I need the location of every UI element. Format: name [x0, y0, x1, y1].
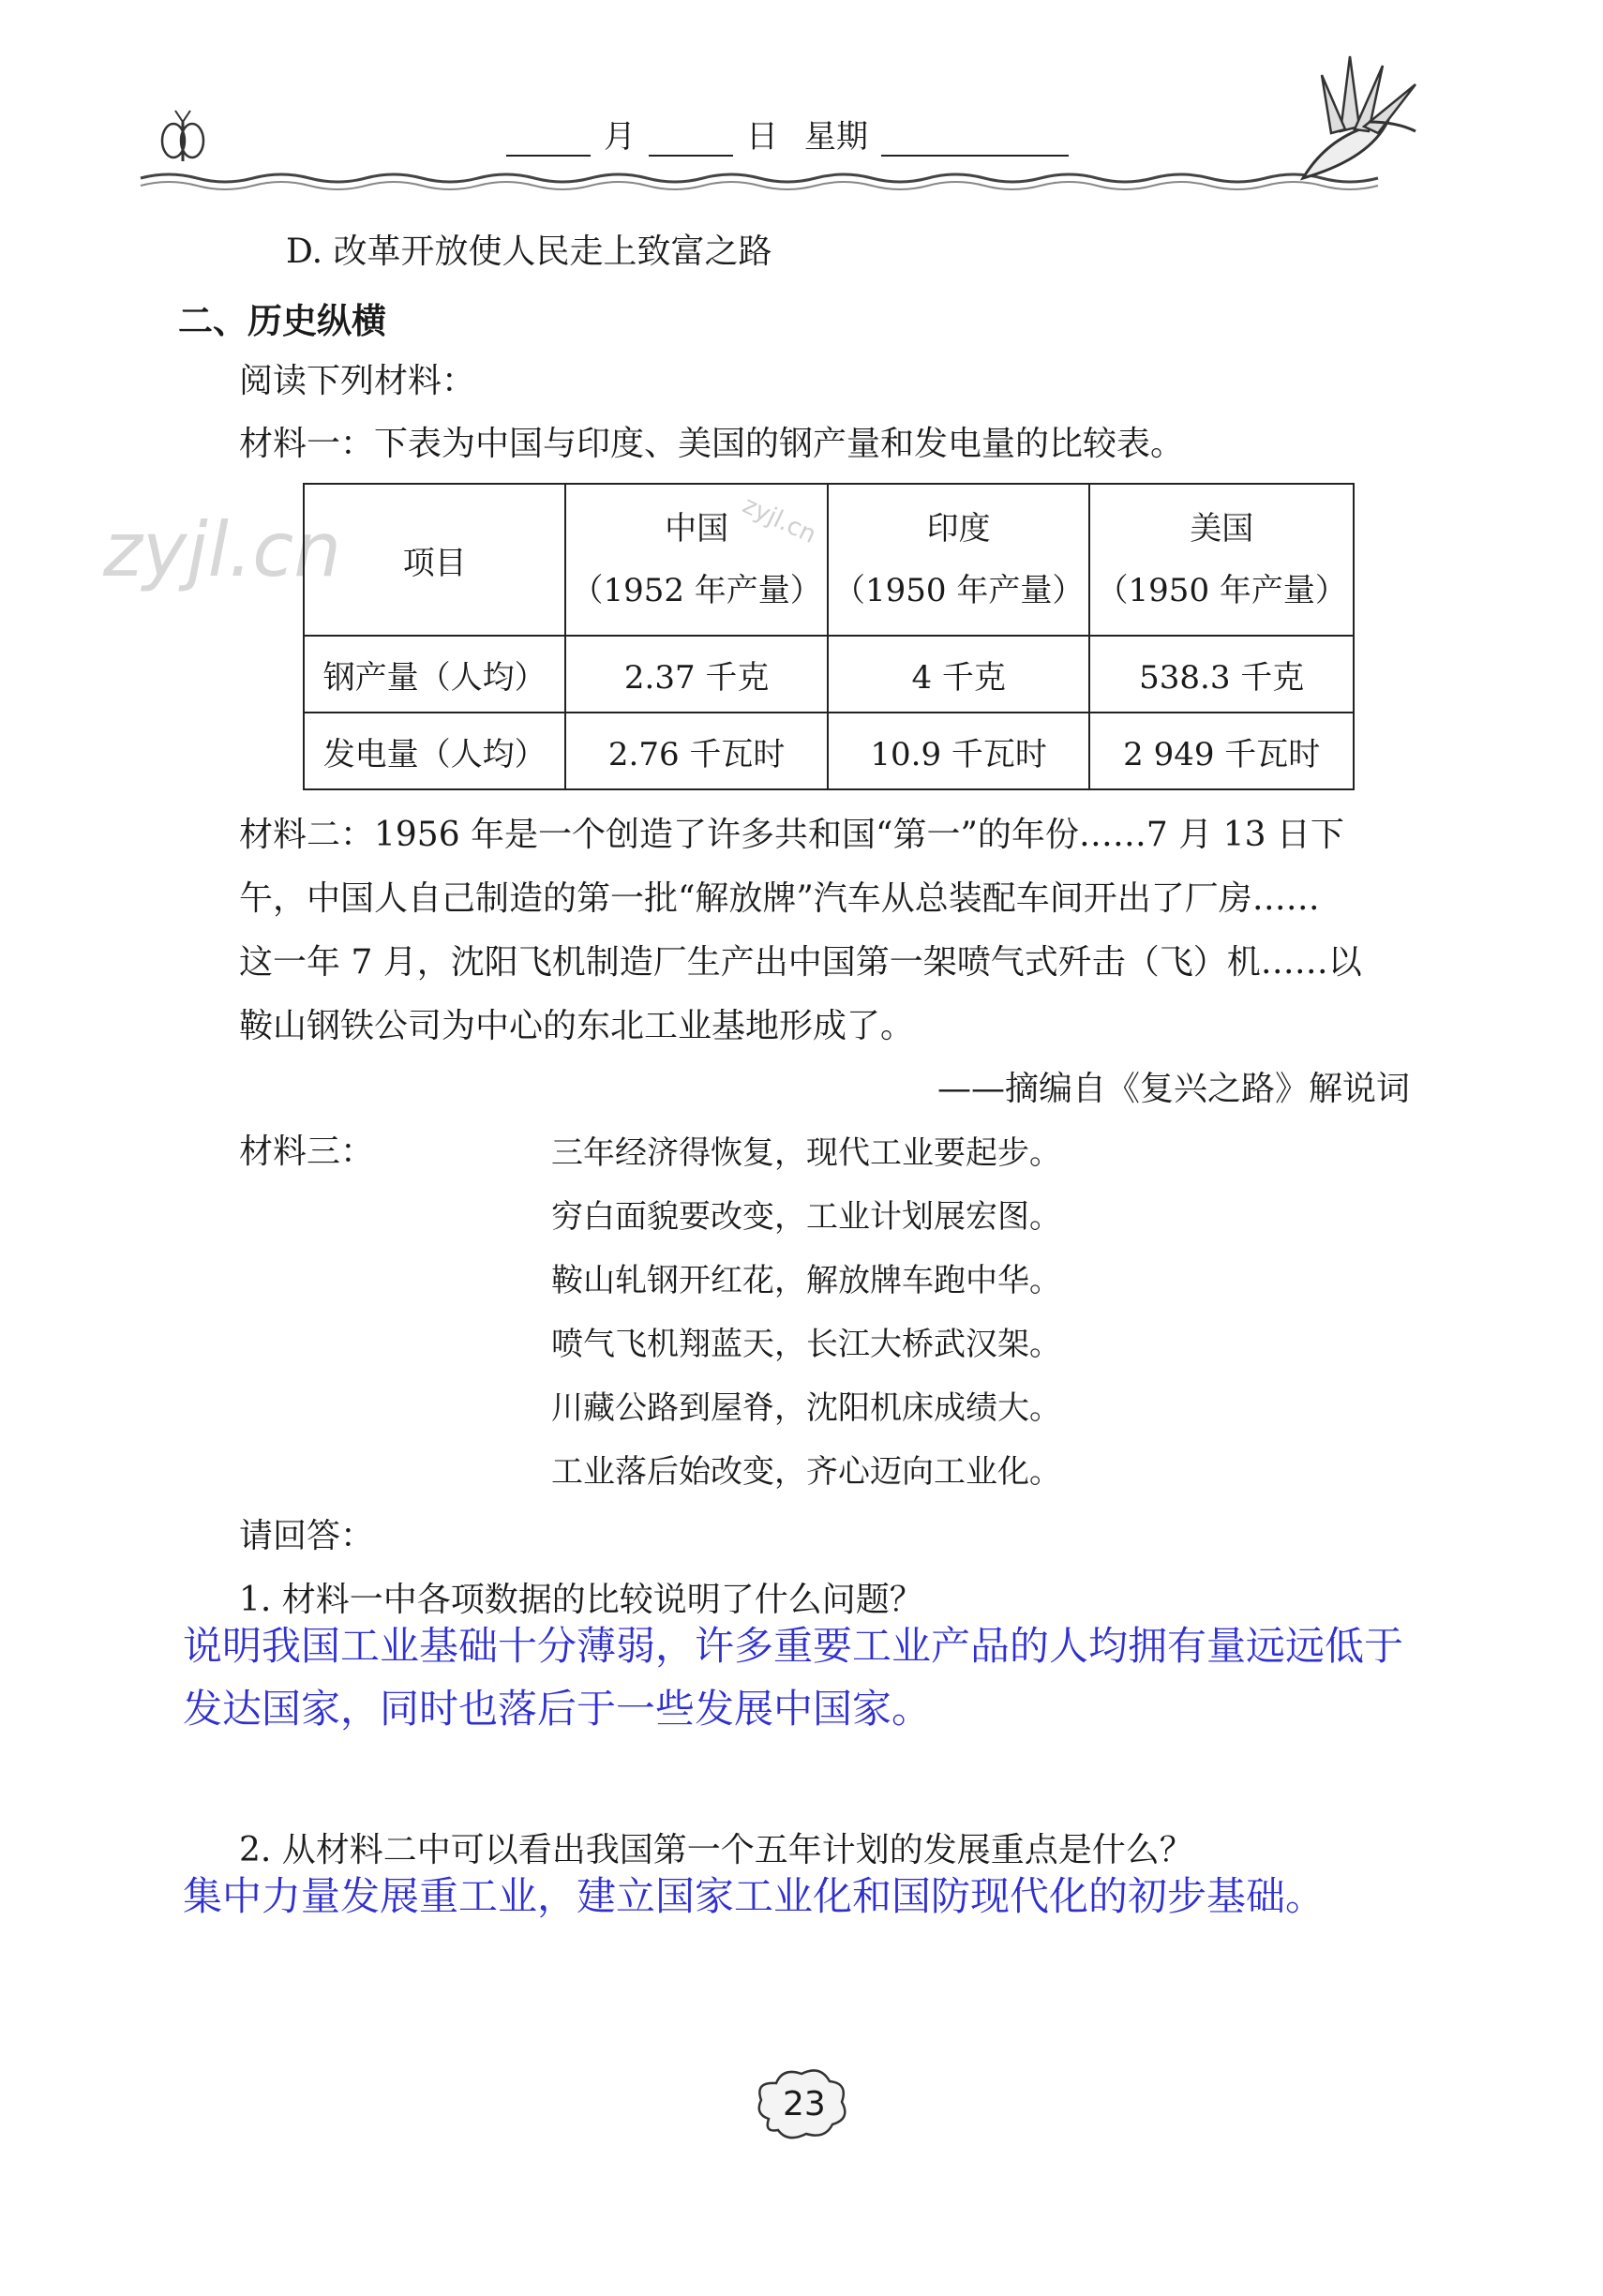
material2-source: ——摘编自《复兴之路》解说词 [937, 1070, 1411, 1108]
column-country: 美国 [1190, 510, 1254, 548]
weekday-blank[interactable] [881, 145, 1069, 157]
column-country: 中国 [665, 510, 729, 548]
row-label: 发电量（人均） [304, 713, 565, 789]
answer-1-line: 发达国家，同时也落后于一些发展中国家。 [183, 1686, 932, 1732]
row-label: 钢产量（人均） [304, 636, 565, 713]
poem-line: 鞍山轧钢开红花，解放牌车跑中华。 [551, 1262, 1061, 1299]
table-cell: 2.76 千瓦时 [565, 713, 828, 789]
column-year: （1952 年产量） [571, 572, 822, 609]
table-header-row [304, 484, 1354, 636]
month-blank[interactable] [506, 145, 591, 157]
table-cell: 10.9 千瓦时 [828, 713, 1090, 789]
instruction: 阅读下列材料： [239, 362, 476, 400]
month-label: 月 [604, 118, 636, 156]
watermark-small: zyjl.cn [738, 490, 821, 550]
comparison-table [303, 483, 1355, 790]
weekday-label: 星期 [804, 118, 868, 156]
material1-intro: 材料一：下表为中国与印度、美国的钢产量和发电量的比较表。 [239, 425, 1185, 463]
poem-line: 三年经济得恢复，现代工业要起步。 [551, 1134, 1061, 1172]
table-row [304, 636, 1354, 713]
answer-prompt: 请回答： [239, 1517, 375, 1555]
material2-line: 午，中国人自己制造的第一批“解放牌”汽车从总装配车间开出了厂房…… [239, 879, 1320, 918]
material2-line: 这一年 7 月，沈阳飞机制造厂生产出中国第一架喷气式歼击（飞）机……以 [239, 943, 1362, 982]
date-line [506, 111, 1069, 157]
day-blank[interactable] [649, 145, 733, 157]
page-number: 23 [783, 2085, 826, 2123]
option-d: D. 改革开放使人民走上致富之路 [286, 233, 772, 271]
poem-line: 穷白面貌要改变，工业计划展宏图。 [551, 1198, 1061, 1236]
watermark: zyjl.cn [103, 506, 341, 593]
decorative-wavy-line [141, 174, 1378, 182]
header-item: 项目 [304, 484, 565, 636]
column-year: （1950 年产量） [1096, 572, 1347, 609]
bird-of-paradise-flower-icon [1303, 56, 1416, 178]
table-cell: 538.3 千克 [1089, 636, 1354, 713]
question-1: 1. 材料一中各项数据的比较说明了什么问题？ [239, 1581, 923, 1619]
material2-line: 鞍山钢铁公司为中心的东北工业基地形成了。 [239, 1007, 915, 1045]
day-label: 日 [746, 118, 778, 156]
poem-line: 川藏公路到屋脊，沈阳机床成绩大。 [551, 1389, 1061, 1427]
butterfly-icon [162, 111, 203, 161]
answer-1-line: 说明我国工业基础十分薄弱，许多重要工业产品的人均拥有量远远低于 [183, 1623, 1404, 1669]
material2-line: 材料二：1956 年是一个创造了许多共和国“第一”的年份……7 月 13 日下 [239, 816, 1344, 854]
table-cell: 2.37 千克 [565, 636, 828, 713]
table-row [304, 713, 1354, 789]
header-india [828, 484, 1090, 636]
section-title: 二、历史纵横 [178, 301, 386, 341]
poem-line: 喷气飞机翔蓝天，长江大桥武汉架。 [551, 1326, 1061, 1363]
question-2: 2. 从材料二中可以看出我国第一个五年计划的发展重点是什么？ [239, 1831, 1193, 1869]
answer-2: 集中力量发展重工业，建立国家工业化和国防现代化的初步基础。 [183, 1873, 1326, 1919]
column-year: （1950 年产量） [833, 572, 1085, 609]
column-country: 印度 [926, 510, 991, 548]
table-cell: 2 949 千瓦时 [1089, 713, 1354, 789]
table-cell: 4 千克 [828, 636, 1090, 713]
material3-label: 材料三： [239, 1133, 375, 1171]
header-decoration [0, 0, 1603, 216]
header-china [565, 484, 828, 636]
poem-line: 工业落后始改变，齐心迈向工业化。 [551, 1453, 1061, 1491]
header-usa [1089, 484, 1354, 636]
